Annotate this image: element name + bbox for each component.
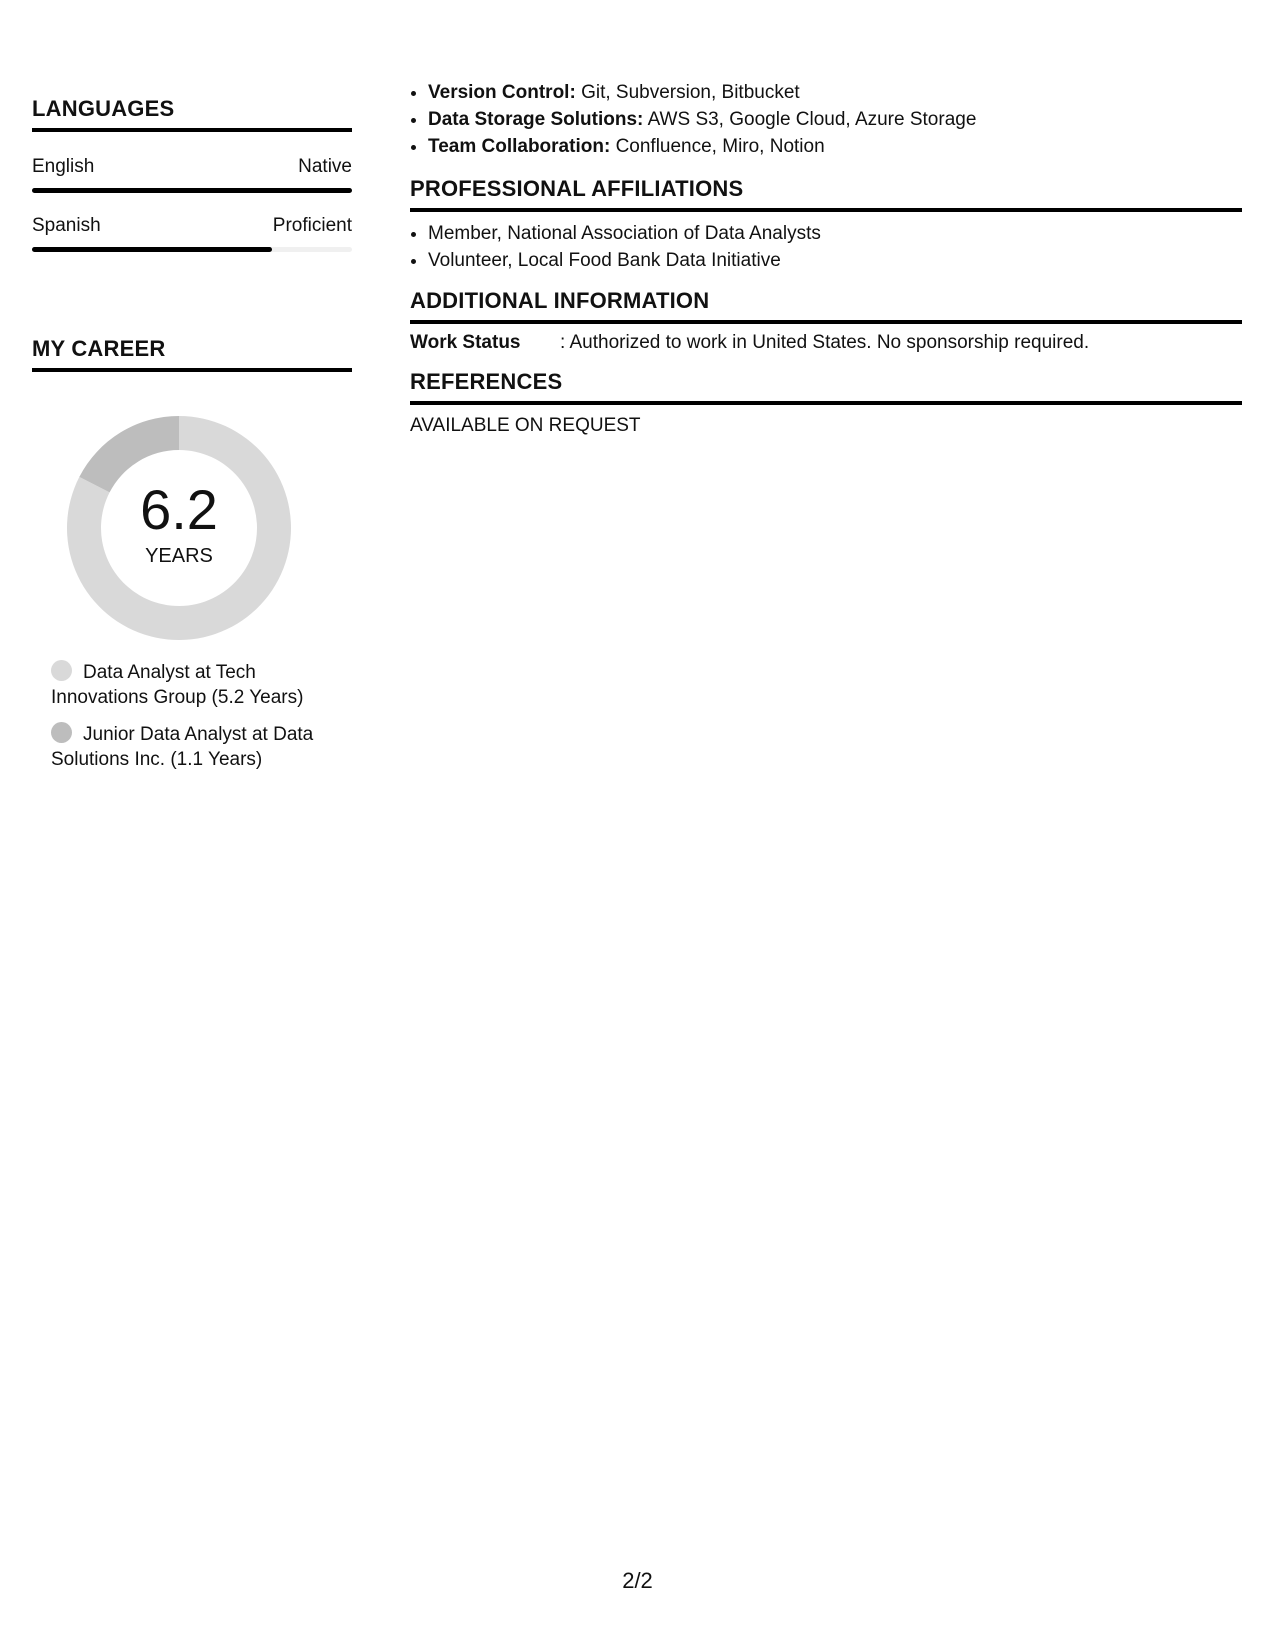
career-role-label: Data Analyst at Tech Innovations Group (5.2 Years)	[51, 662, 304, 708]
references-section	[410, 369, 1242, 437]
page-number: 2/2	[622, 1568, 653, 1593]
language-bar	[32, 247, 352, 252]
languages-section	[32, 96, 352, 252]
language-bar-fill	[32, 247, 272, 252]
affiliations-title: PROFESSIONAL AFFILIATIONS	[410, 176, 1242, 212]
additional-info-title: ADDITIONAL INFORMATION	[410, 288, 1242, 324]
language-name: English	[32, 156, 95, 177]
list-item	[428, 133, 976, 160]
list-item	[428, 79, 976, 106]
list-item	[428, 106, 976, 133]
additional-info-section	[410, 288, 1242, 354]
references-title: REFERENCES	[410, 369, 1242, 405]
list-item: • Member, National Association of Data Analysts	[428, 220, 1242, 247]
career-legend-item	[51, 660, 341, 710]
affiliations-list	[410, 220, 1242, 274]
language-level: Proficient	[272, 215, 352, 236]
skill-value: AWS S3, Google Cloud, Azure Storage	[647, 109, 977, 130]
skill-value: Confluence, Miro, Notion	[615, 136, 825, 157]
language-bar-fill	[32, 188, 352, 193]
language-bar	[32, 188, 352, 193]
career-role-label: Junior Data Analyst at Data Solutions Inc. (1.1 Years)	[51, 724, 314, 770]
legend-dot-icon	[51, 722, 72, 743]
language-item	[32, 215, 352, 252]
references-text: AVAILABLE ON REQUEST	[410, 415, 641, 436]
skill-label: Team Collaboration:	[428, 136, 611, 157]
career-title: MY CAREER	[32, 336, 352, 372]
career-total-unit: YEARS	[145, 545, 213, 567]
languages-title: LANGUAGES	[32, 96, 352, 132]
career-donut-chart	[32, 414, 352, 654]
work-status-row	[410, 332, 1242, 354]
language-item	[32, 156, 352, 193]
skills-list	[410, 79, 976, 160]
career-legend	[32, 660, 341, 772]
career-total-value: 6.2	[140, 478, 218, 541]
affiliations-section	[410, 176, 1242, 274]
skill-label: Version Control:	[428, 82, 576, 103]
career-section	[32, 336, 352, 784]
language-level: Native	[298, 156, 352, 177]
work-status-value: : Authorized to work in United States. No sponsorship required.	[560, 332, 1090, 353]
work-status-label: Work Status	[410, 332, 521, 353]
list-item: • Volunteer, Local Food Bank Data Initiative	[428, 247, 1242, 274]
legend-dot-icon	[51, 660, 72, 681]
career-legend-item	[51, 722, 341, 772]
skill-label: Data Storage Solutions:	[428, 109, 644, 130]
language-name: Spanish	[32, 215, 101, 236]
skill-value: Git, Subversion, Bitbucket	[581, 82, 800, 103]
